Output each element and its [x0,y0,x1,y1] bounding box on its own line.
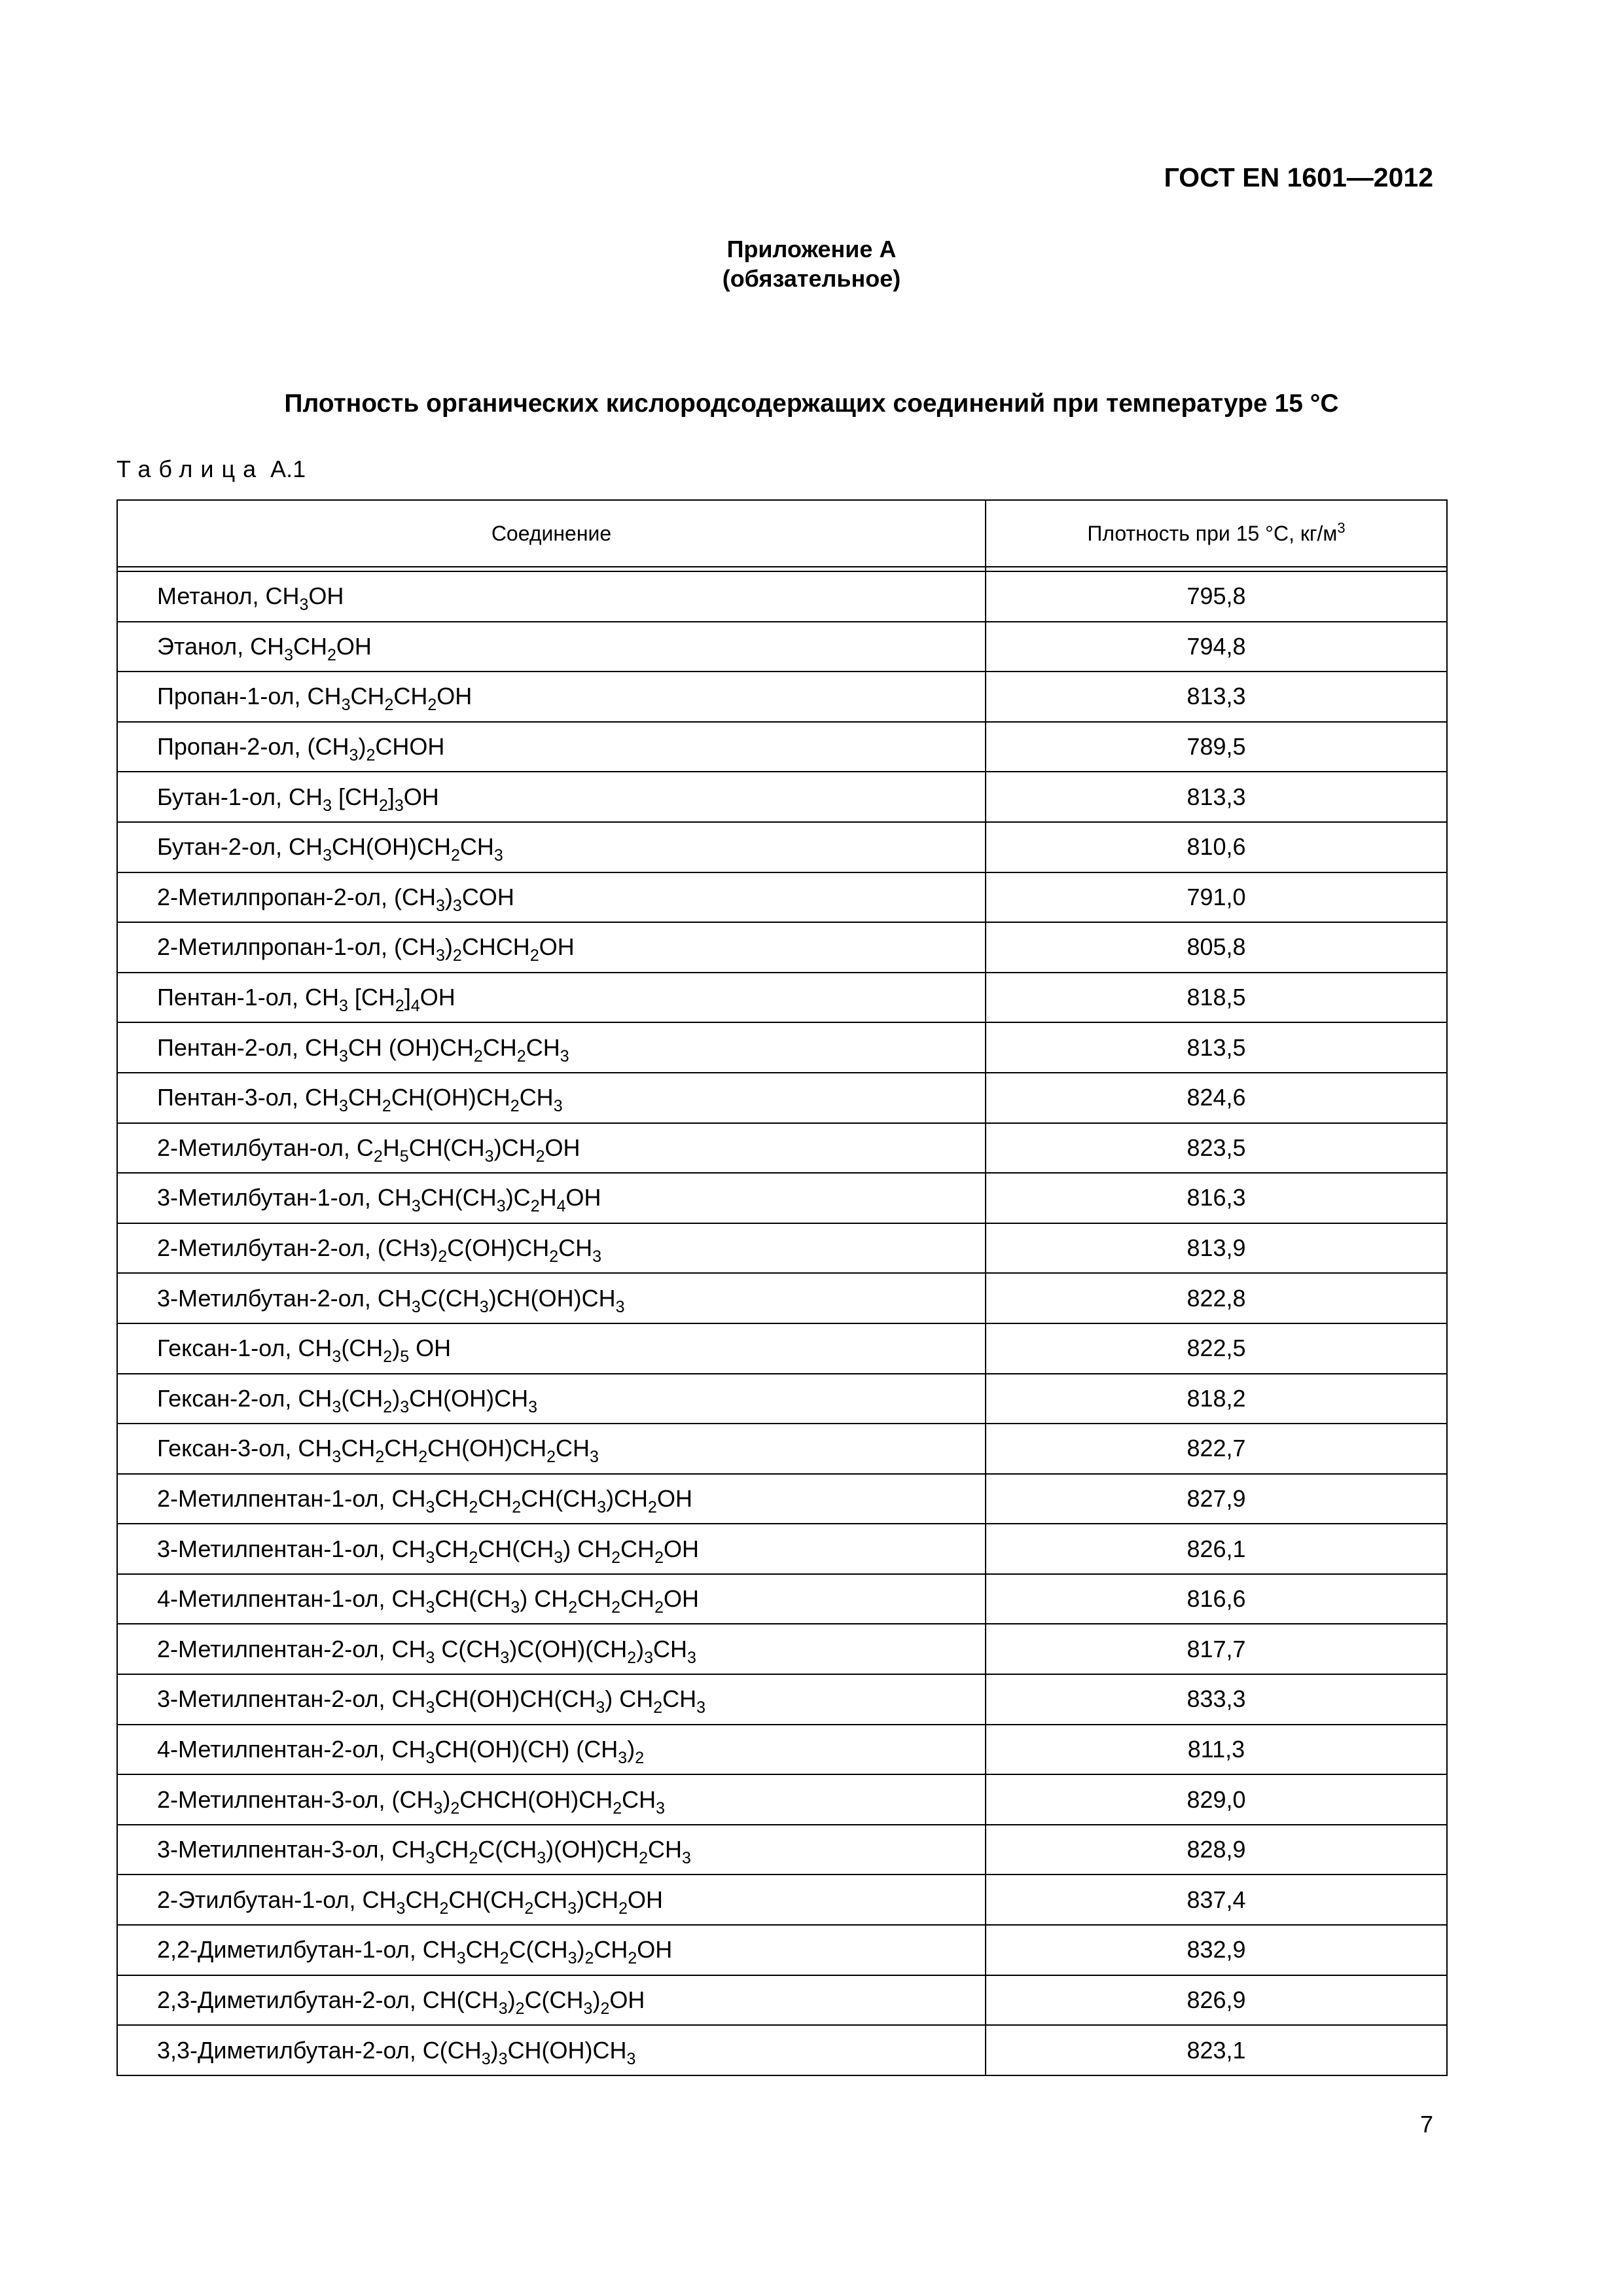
density-cell: 813,3 [986,772,1447,822]
density-cell: 813,5 [986,1022,1447,1073]
table-header-row [117,500,1447,567]
table-row [117,622,1447,672]
compound-cell: 3-Метилпентан-1-ол, $CH_3CH_2CH(CH_3)$ $CH_2CH_2OH$ [117,1524,986,1574]
table-row [117,822,1447,872]
density-cell: 818,5 [986,973,1447,1023]
compound-cell: 2-Метилпентан-2-ол, $CH_3$ $C(CH_3)C(OH)(CH_2)_3CH_3$ [117,1624,986,1674]
table-row [117,1424,1447,1474]
compound-cell: Пропан-2-ол, $(CH_3)_2CHOH$ [117,722,986,772]
compound-cell: 3-Метилпентан-2-ол, $CH_3CH(OH)CH(CH_3)$ $CH_2CH_3$ [117,1674,986,1725]
header-density-label: Плотность при 15 °С, кг/м [1087,521,1338,545]
compound-cell: 4-Метилпентан-1-ол, $CH_3CH(CH_3)$ $CH_2CH_2CH_2OH$ [117,1574,986,1624]
table-row [117,1323,1447,1374]
header-density [986,500,1447,567]
density-cell: 827,9 [986,1474,1447,1524]
compound-cell: Этанол, $CH_3CH_2OH$ [117,622,986,672]
table-row [117,1474,1447,1524]
table-row [117,672,1447,722]
table-row [117,1073,1447,1123]
compound-cell: 2,2-Диметилбутан-1-ол, $CH_3CH_2C(CH_3)_2CH_2OH$ [117,1925,986,1975]
density-cell: 837,4 [986,1874,1447,1925]
table-row [117,1524,1447,1574]
compound-cell: Пентан-2-ол, $CH_3CH$ $(OH)CH_2CH_2CH_3$ [117,1022,986,1073]
density-cell: 822,7 [986,1424,1447,1474]
density-cell: 813,3 [986,672,1447,722]
compound-cell: Гексан-1-ол, $CH_3(CH_2)_5$ OH [117,1323,986,1374]
density-cell: 795,8 [986,571,1447,622]
density-cell: 794,8 [986,622,1447,672]
header-density-unit-exponent: 3 [1337,519,1346,536]
table-row [117,1374,1447,1424]
density-cell: 816,6 [986,1574,1447,1624]
density-cell: 813,9 [986,1223,1447,1274]
compound-cell: 3-Метилбутан-1-ол, $CH_3CH(CH_3)C_2H_4OH$ [117,1173,986,1223]
table-body [117,567,1447,2075]
table-label-word: Таблица [116,456,264,482]
compound-cell: Бутан-2-ол, $CH_3CH(OH)CH_2CH_3$ [117,822,986,872]
table-label [116,456,306,483]
density-cell: 817,7 [986,1624,1447,1674]
table-row [117,1975,1447,2026]
density-cell: 810,6 [986,822,1447,872]
table-row [117,1874,1447,1925]
density-cell: 829,0 [986,1774,1447,1825]
table-label-number: А.1 [270,456,306,482]
compound-cell: Бутан-1-ол, $CH_3$ $[CH_2]_3OH$ [117,772,986,822]
table-row [117,973,1447,1023]
compound-cell: 2-Этилбутан-1-ол, $CH_3CH_2CH(CH_2CH_3)CH_2OH$ [117,1874,986,1925]
document-code: ГОСТ EN 1601—2012 [1164,162,1433,192]
table-row [117,922,1447,973]
appendix-title: Приложение А [726,236,897,262]
compound-cell: 2-Метилпропан-1-ол, $(CH_3)_2CHCH_2OH$ [117,922,986,973]
density-cell: 789,5 [986,722,1447,772]
compound-cell: Метанол, $CH_3OH$ [117,571,986,622]
density-cell: 823,5 [986,1123,1447,1174]
density-cell: 826,9 [986,1975,1447,2026]
density-cell: 823,1 [986,2025,1447,2075]
compound-cell: 2-Метилбутан-2-ол, $(CHз)_2C(OH)CH_2CH_3$ [117,1223,986,1274]
density-cell: 822,8 [986,1273,1447,1323]
density-cell: 805,8 [986,922,1447,973]
compound-cell: 3-Метилпентан-3-ол, $CH_3CH_2C(CH_3)(OH)CH_2CH_3$ [117,1825,986,1875]
table-row [117,1173,1447,1223]
density-cell: 811,3 [986,1725,1447,1775]
density-cell: 826,1 [986,1524,1447,1574]
compound-cell: 2-Метилпентан-3-ол, $(CH_3)_2CHCH(OH)CH_2CH_3$ [117,1774,986,1825]
header-separator [117,567,1447,571]
separator-cell [117,567,986,571]
table-row [117,1774,1447,1825]
density-cell: 818,2 [986,1374,1447,1424]
compound-cell: 2,3-Диметилбутан-2-ол, $CH(CH_3)_2C(CH_3)_2OH$ [117,1975,986,2026]
table-row [117,1022,1447,1073]
separator-cell [986,567,1447,571]
page-number: 7 [1419,2111,1433,2138]
compound-cell: Пропан-1-ол, $CH_3CH_2CH_2OH$ [117,672,986,722]
density-cell: 816,3 [986,1173,1447,1223]
density-cell: 822,5 [986,1323,1447,1374]
compound-cell: 3-Метилбутан-2-ол, $CH_3C(CH_3)CH(OH)CH_3$ [117,1273,986,1323]
compound-cell: Гексан-3-ол, $CH_3CH_2CH_2CH(OH)CH_2CH_3$ [117,1424,986,1474]
density-cell: 832,9 [986,1925,1447,1975]
density-cell: 791,0 [986,872,1447,923]
table-row [117,571,1447,622]
table-row [117,1825,1447,1875]
compound-cell: Пентан-3-ол, $CH_3CH_2CH(OH)CH_2CH_3$ [117,1073,986,1123]
table-row [117,1574,1447,1624]
table-row [117,1123,1447,1174]
compound-cell: 4-Метилпентан-2-ол, $CH_3CH(OH)(CH)$ $(CH_3)_2$ [117,1725,986,1775]
table-row [117,872,1447,923]
table-row [117,1624,1447,1674]
compound-cell: 2-Метилбутан-ол, $C_2H_5CH(CH_3)CH_2OH$ [117,1123,986,1174]
table-row [117,772,1447,822]
table-row [117,1223,1447,1274]
page-title: Плотность органических кислородсодержащих соединений при температуре 15 °С [284,389,1339,418]
density-cell: 824,6 [986,1073,1447,1123]
density-table [116,499,1448,2076]
density-cell: 828,9 [986,1825,1447,1875]
compound-cell: Гексан-2-ол, $CH_3(CH_2)_3CH(OH)CH_3$ [117,1374,986,1424]
table-row [117,722,1447,772]
compound-cell: 3,3-Диметилбутан-2-ол, $C(CH_3)_3CH(OH)CH_3$ [117,2025,986,2075]
compound-cell: Пентан-1-ол, $CH_3$ $[CH_2]_4OH$ [117,973,986,1023]
header-compound: Соединение [117,500,986,567]
appendix-status: (обязательное) [722,265,901,292]
table-row [117,1674,1447,1725]
table-row [117,1925,1447,1975]
table-row [117,2025,1447,2075]
compound-cell: 2-Метилпентан-1-ол, $CH_3CH_2CH_2CH(CH_3)CH_2OH$ [117,1474,986,1524]
table-row [117,1725,1447,1775]
table-row [117,1273,1447,1323]
density-cell: 833,3 [986,1674,1447,1725]
compound-cell: 2-Метилпропан-2-ол, $(CH_3)_3COH$ [117,872,986,923]
